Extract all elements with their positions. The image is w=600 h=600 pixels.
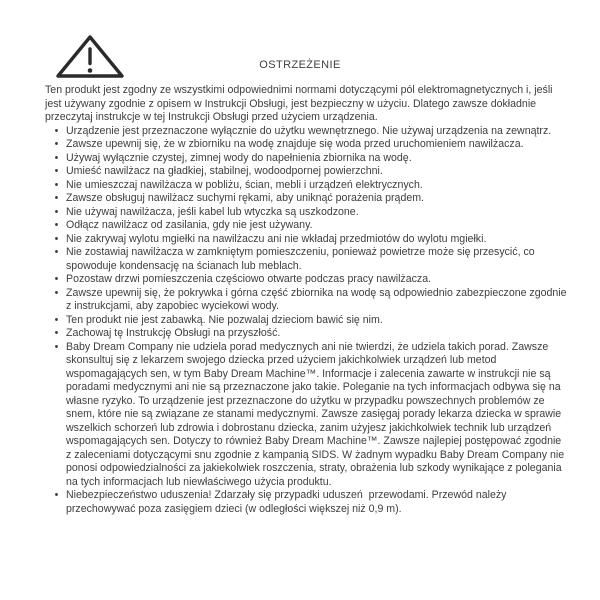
- warning-item-text: Zawsze upewnij się, że w zbiorniku na wodę znajduje się woda przed uruchomieniem nawilżacza.: [66, 138, 524, 150]
- bullet-icon: •: [54, 165, 59, 177]
- warning-item-text: Ten produkt nie jest zabawką. Nie pozwalaj dzieciom bawić się nim.: [66, 313, 383, 326]
- warning-list-item: [45, 219, 567, 233]
- bullet-icon: •: [54, 313, 59, 326]
- bullet-icon: •: [54, 205, 59, 218]
- bullet-icon: •: [54, 151, 59, 164]
- bullet-icon: •: [54, 489, 59, 501]
- intro-paragraph: Ten produkt jest zgodny ze wszystkimi odpowiednimi normami dotyczącymi pól elektromagnetycznych i, jeśli jest używany zgodnie z opisem w Instrukcji Obsługi, jest bezpieczny w użyciu. Dlatego zawsze dokładnie przeczytaj instrukcje w tej Instrukcji Obsługi przed użyciem urządzenia.: [45, 84, 556, 123]
- warning-item-text: Zachowaj tę Instrukcję Obsługi na przyszłość.: [66, 327, 281, 339]
- warning-item-text: Odłącz nawilżacz od zasilania, gdy nie jest używany.: [66, 219, 313, 231]
- bullet-icon: •: [54, 219, 59, 231]
- warning-triangle-icon: [54, 33, 126, 80]
- bullet-icon: •: [54, 327, 59, 339]
- bullet-icon: •: [54, 340, 59, 353]
- warning-item-text: Zawsze upewnij się, że pokrywka i górna część zbiornika na wodę są odpowiednio zabezpieczone zgodnie z instrukcjami, aby zapobiec wyciekowi wody.: [66, 286, 570, 312]
- warning-list-item: [45, 138, 567, 152]
- warning-item-text: Nie zostawiaj nawilżacza w zamkniętym pomieszczeniu, ponieważ powietrze może się przesycić, co spowoduje kondensację na ścianach lub meblach.: [66, 246, 538, 272]
- warning-item-text: Baby Dream Company nie udziela porad medycznych ani nie twierdzi, że udziela takich porad. Zawsze skonsultuj się z lekarzem swojego dziecka przed użyciem jakichkolwiek urządzeń lub metod wspomagających sen, w tym Baby Dream Machine™. Informacje i zalecenia zawarte w instrukcji nie są poradami medycznymi ani nie są przeznaczone jako takie. Poleganie na tych informacjach odbywa się na własne ryzyko. To urządzenie jest przeznaczone do użytku w przypadku powszechnych problemów ze snem, które nie są związane ze stanami medycznymi. Zawsze zasięgaj porady lekarza dziecka w sprawie wszelkich schorzeń lub zdrowia i dobrostanu dziecka, zanim użyjesz jakichkolwiek technik lub urządzeń wspomagających sen. Dotyczy to również Baby Dream Machine™. Zawsze najlepiej postępować zgodnie z zaleceniami dotyczącymi snu zgodnie z kampanią SIDS. W żadnym wypadku Baby Dream Company nie ponosi odpowiedzialności za jakiekolwiek roszczenia, straty, obrażenia lub szkody wynikające z polegania na tych informacjach lub niewłaściwego użycia produktu.: [66, 340, 568, 488]
- warning-list-item: [45, 273, 567, 287]
- warning-list-item: [45, 179, 567, 193]
- bullet-icon: •: [54, 178, 59, 191]
- warning-item-text: Urządzenie jest przeznaczone wyłącznie do użytku wewnętrznego. Nie używaj urządzenia na zewnątrz.: [66, 124, 552, 137]
- warning-list-item: [45, 327, 567, 341]
- warning-list-item: [45, 192, 567, 206]
- warning-item-text: Nie zakrywaj wylotu mgiełki na nawilżaczu ani nie wkładaj przedmiotów do wylotu mgiełki.: [66, 232, 487, 245]
- warning-list-item: [45, 286, 570, 314]
- warning-item-text: Umieść nawilżacz na gładkiej, stabilnej, wodoodpornej powierzchni.: [66, 165, 383, 177]
- warning-list-item: [45, 125, 567, 139]
- warning-list-item: [45, 246, 567, 273]
- warning-item-text: Nie umieszczaj nawilżacza w pobliżu, ścian, mebli i urządzeń elektrycznych.: [66, 178, 423, 191]
- bullet-icon: •: [54, 124, 59, 137]
- warning-item-text: Pozostaw drzwi pomieszczenia częściowo otwarte podczas pracy nawilżacza.: [66, 273, 432, 285]
- bullet-icon: •: [54, 286, 59, 299]
- bullet-icon: •: [54, 246, 59, 258]
- warning-list-item: [45, 152, 567, 166]
- bullet-icon: •: [54, 273, 59, 285]
- warning-item-text: Nie używaj nawilżacza, jeśli kabel lub wtyczka są uszkodzone.: [66, 205, 359, 218]
- warning-list-item: [45, 165, 567, 179]
- page-title: OSTRZEŻENIE: [259, 59, 341, 71]
- warning-list-item: [45, 206, 567, 220]
- warning-item-text: Używaj wyłącznie czystej, zimnej wody do napełnienia zbiornika na wodę.: [66, 151, 412, 164]
- bullet-icon: •: [54, 138, 59, 150]
- warning-list-item: [45, 233, 567, 247]
- warning-list-item: [45, 314, 567, 328]
- page-header: [45, 33, 567, 80]
- warning-list: [45, 124, 570, 517]
- warning-item-text: Zawsze obsługuj nawilżacz suchymi rękami, aby uniknąć porażenia prądem.: [66, 192, 424, 204]
- bullet-icon: •: [54, 192, 59, 204]
- bullet-icon: •: [54, 232, 59, 245]
- warning-item-text: Niebezpieczeństwo uduszenia! Zdarzały się przypadki uduszeń przewodami. Przewód należy przechowywać poza zasięgiem dzieci (w odległości większej niż 0,9 m).: [66, 489, 510, 515]
- warning-list-item: [45, 489, 567, 516]
- warning-list-item: [45, 341, 567, 490]
